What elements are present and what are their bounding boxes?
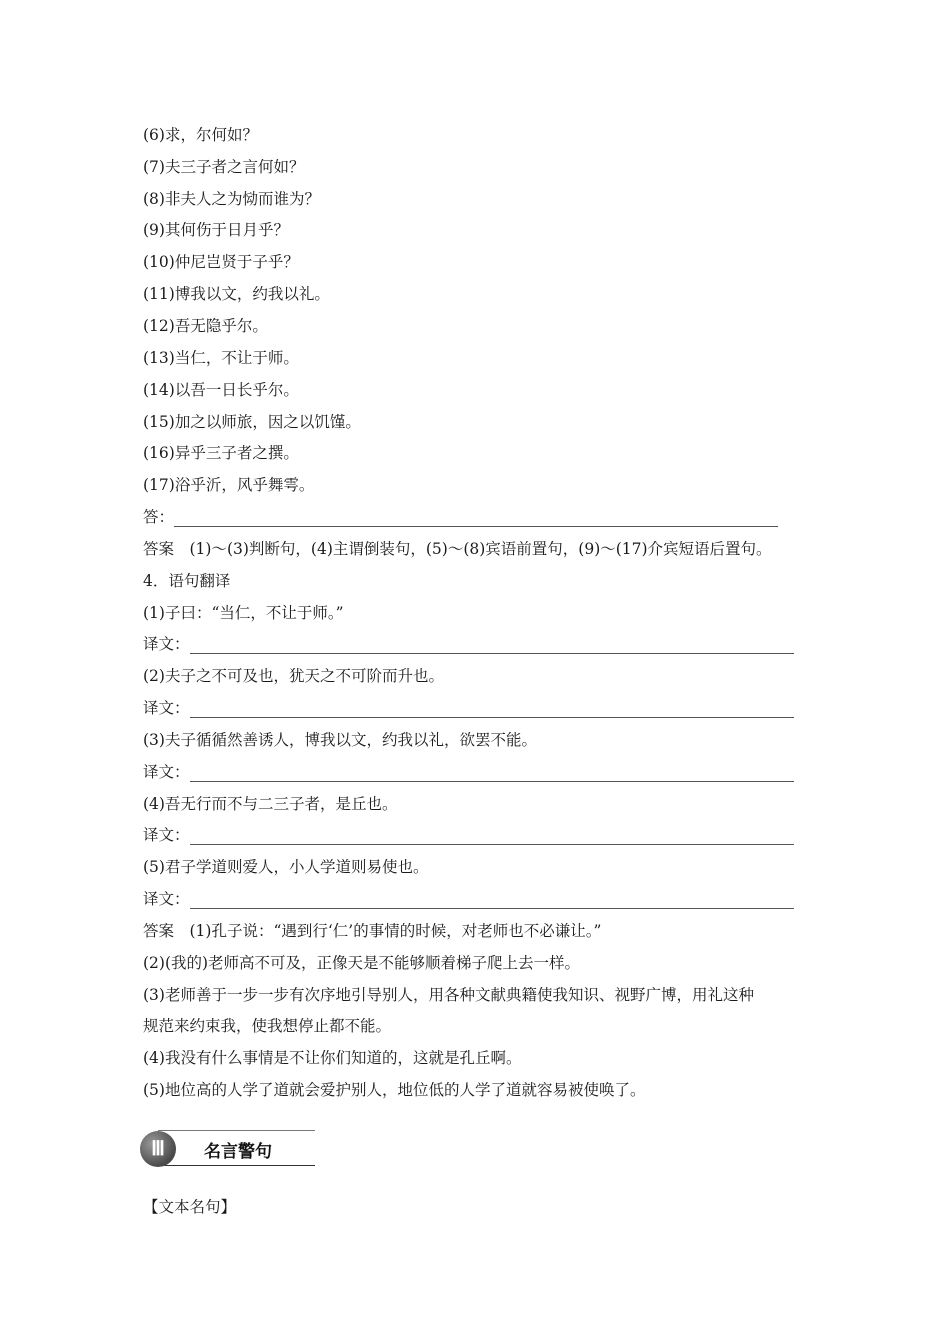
translation-row (143, 698, 794, 718)
section-title: 名言警句 (204, 1142, 272, 1162)
list-item: (6)求，尔何如？ (143, 126, 258, 144)
translation-label: 译文： (143, 890, 190, 908)
translation-row (143, 889, 794, 909)
list-item: (8)非夫人之为恸而谁为？ (143, 190, 320, 208)
translation-blank[interactable] (190, 830, 794, 845)
section-header (140, 1128, 315, 1168)
list-item: (15)加之以师旅，因之以饥馑。 (143, 413, 361, 431)
translation-row (143, 634, 794, 654)
answer-text: (5)地位高的人学了道就会爱护别人，地位低的人学了道就容易被使唤了。 (143, 1081, 646, 1099)
list-item: (12)吾无隐乎尔。 (143, 317, 268, 335)
answer-blank[interactable] (174, 512, 778, 527)
answer-text: (2)(我的)老师高不可及，正像天是不能够顺着梯子爬上去一样。 (143, 954, 581, 972)
answer-text: 答案 (1)～(3)判断句，(4)主谓倒装句，(5)～(8)宾语前置句，(9)～(17)介宾短语后置句。 (143, 540, 772, 558)
translation-blank[interactable] (190, 703, 794, 718)
list-item: (11)博我以文，约我以礼。 (143, 285, 330, 303)
subsection-label: 【文本名句】 (143, 1198, 237, 1216)
answer-text: (4)我没有什么事情是不让你们知道的，这就是孔丘啊。 (143, 1049, 522, 1067)
translation-label: 译文： (143, 699, 190, 717)
list-item: (13)当仁，不让于师。 (143, 349, 299, 367)
answer-text: 答案 (1)孔子说：“遇到行‘仁’的事情的时候，对老师也不必谦让。” (143, 922, 602, 940)
answer-text: (3)老师善于一步一步有次序地引导别人，用各种文献典籍使我知识、视野广博，用礼这种 (143, 986, 754, 1004)
list-item: (17)浴乎沂，风乎舞雩。 (143, 476, 315, 494)
translation-label: 译文： (143, 763, 190, 781)
list-item: (14)以吾一日长乎尔。 (143, 381, 299, 399)
translation-blank[interactable] (190, 767, 794, 782)
translation-blank[interactable] (190, 894, 794, 909)
list-item: (10)仲尼岂贤于子乎？ (143, 253, 299, 271)
translation-blank[interactable] (190, 639, 794, 654)
translation-sentence: (1)子曰：“当仁，不让于师。” (143, 604, 344, 622)
header-rule-top (158, 1130, 315, 1131)
translation-row (143, 825, 794, 845)
translation-sentence: (5)君子学道则爱人，小人学道则易使也。 (143, 858, 429, 876)
answer-row (143, 507, 778, 527)
translation-row (143, 762, 794, 782)
section-heading: 4．语句翻译 (143, 572, 231, 590)
answer-prompt: 答： (143, 508, 175, 526)
translation-sentence: (4)吾无行而不与二三子者，是丘也。 (143, 795, 398, 813)
translation-sentence: (2)夫子之不可及也，犹天之不可阶而升也。 (143, 667, 444, 685)
translation-label: 译文： (143, 635, 190, 653)
translation-sentence: (3)夫子循循然善诱人，博我以文，约我以礼，欲罢不能。 (143, 731, 537, 749)
list-item: (9)其何伤于日月乎？ (143, 221, 289, 239)
header-rule-bottom (158, 1165, 315, 1166)
list-item: (7)夫三子者之言何如？ (143, 158, 305, 176)
list-item: (16)异乎三子者之撰。 (143, 444, 299, 462)
section-numeral: Ⅲ (151, 1138, 165, 1160)
translation-label: 译文： (143, 826, 190, 844)
answer-text: 规范来约束我，使我想停止都不能。 (143, 1017, 392, 1035)
